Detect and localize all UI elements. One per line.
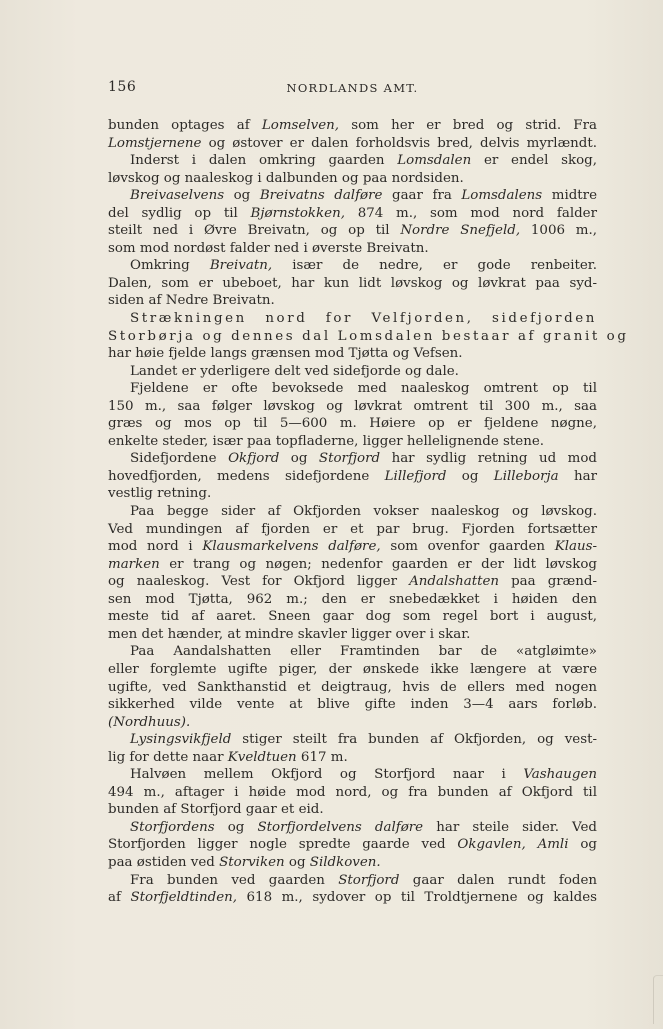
text-line: som mod nordøst falder ned i øverste Breivatn. bbox=[108, 240, 429, 256]
text-line: af Storfjeldtinden, 618 m., sydover op til Troldtjernene og kaldes bbox=[108, 890, 597, 906]
text-line: hovedfjorden, medens sidefjordene Lillefjord og Lilleborja har bbox=[108, 468, 597, 484]
italic-term: Kveldtuen bbox=[227, 749, 297, 765]
text-line: Breivaselvens og Breivatns dalføre gaar fra Lomsdalens midtre bbox=[130, 188, 598, 204]
italic-term: Lomstjernene bbox=[108, 135, 202, 151]
italic-term: Klaus- bbox=[554, 539, 598, 555]
italic-term: (Nordhuus). bbox=[108, 714, 191, 730]
italic-term: Sildkoven. bbox=[309, 854, 381, 870]
text-line: enkelte steder, især paa topfladerne, ligger hellelignende stene. bbox=[108, 433, 545, 449]
text-line: mod nord i Klausmarkelvens dalføre, som ovenfor gaarden Klaus- bbox=[108, 539, 598, 555]
text-line: Lysingsvikfjeld stiger steilt fra bunden af Okfjorden, og vest- bbox=[130, 732, 597, 748]
italic-term: Lomsdalens bbox=[461, 188, 543, 204]
italic-term: Nordre Snefjeld, bbox=[400, 223, 521, 239]
text-line: Dalen, som er ubeboet, har kun lidt løvskog og løvkrat paa syd- bbox=[108, 275, 597, 291]
text-line: Ved mundingen af fjorden er et par brug. Fjorden fortsætter bbox=[108, 521, 597, 537]
text-line: men det hænder, at mindre skavler ligger over i skar. bbox=[108, 626, 471, 642]
text-line: 494 m., aftager i høide mod nord, og fra bunden af Okfjord til bbox=[108, 784, 597, 800]
page-number: 156 bbox=[108, 79, 137, 95]
italic-term: Lomsdalen bbox=[397, 153, 472, 169]
text-line: sen mod Tjøtta, 962 m.; den er snebedækket i høiden den bbox=[108, 591, 597, 607]
text-line: Paa Aandalshatten eller Framtinden bar de «atgløimte» bbox=[130, 644, 597, 660]
italic-term: Breivaselvens bbox=[130, 188, 225, 204]
italic-term: Andalshatten bbox=[409, 574, 500, 590]
text-line: Storbørja og dennes dal Lomsdalen bestaar af granit og bbox=[108, 328, 629, 344]
text-line: 150 m., saa følger løvskog og løvkrat omtrent til 300 m., saa bbox=[108, 398, 597, 414]
text-line: og naaleskog. Vest for Okfjord ligger Andalshatten paa grænd- bbox=[108, 574, 597, 590]
italic-term: Vashaugen bbox=[523, 767, 597, 783]
text-line: ugifte, ved Sankthanstid et deigtraug, hvis de ellers med nogen bbox=[108, 679, 597, 695]
text-line: lig for dette naar Kveldtuen 617 m. bbox=[108, 749, 348, 765]
italic-term: Storviken bbox=[219, 854, 285, 870]
text-line: Storfjordens og Storfjordelvens dalføre har steile sider. Ved bbox=[130, 819, 597, 835]
italic-term: marken bbox=[108, 556, 160, 572]
text-line: paa østiden ved Storviken og Sildkoven. bbox=[108, 854, 381, 870]
text-line: Sidefjordene Okfjord og Storfjord har sydlig retning ud mod bbox=[130, 451, 598, 467]
text-line: steilt ned i Øvre Breivatn, og op til Nordre Snefjeld, 1006 m., bbox=[108, 223, 598, 239]
text-line: siden af Nedre Breivatn. bbox=[108, 293, 275, 309]
italic-term: Breivatns dalføre bbox=[259, 188, 383, 204]
text-line: Fra bunden ved gaarden Storfjord gaar dalen rundt foden bbox=[130, 872, 597, 888]
text-line: Lomstjernene og østover er dalen forholdsvis bred, delvis myrlændt. bbox=[108, 135, 597, 151]
text-line: Inderst i dalen omkring gaarden Lomsdalen er endel skog, bbox=[130, 153, 597, 169]
text-line: sikkerhed vilde vente at blive gifte inden 3—4 aars forløb. bbox=[108, 697, 597, 713]
text-line: meste tid af aaret. Sneen gaar dog som regel bort i august, bbox=[108, 609, 597, 625]
body-text bbox=[108, 117, 629, 907]
italic-term: Lilleborja bbox=[493, 468, 559, 484]
text-line: løvskog og naaleskog i dalbunden og paa nordsiden. bbox=[108, 170, 464, 186]
text-line: bunden af Storfjord gaar et eid. bbox=[108, 802, 324, 818]
italic-term: Bjørnstokken, bbox=[250, 205, 345, 221]
italic-term: Okfjord bbox=[228, 451, 280, 467]
italic-term: Lysingsvikfjeld bbox=[130, 732, 232, 748]
text-line: Storfjorden ligger nogle spredte gaarde ved Okgavlen, Amli og bbox=[108, 837, 597, 853]
text-line: marken er trang og nøgen; nedenfor gaarden er der lidt løvskog bbox=[108, 556, 597, 572]
running-title: NORDLANDS AMT. bbox=[286, 81, 419, 95]
italic-term: Storfjordens bbox=[130, 819, 215, 835]
italic-term: Klausmarkelvens dalføre, bbox=[202, 539, 381, 555]
italic-term: Lillefjord bbox=[384, 468, 447, 484]
text-line: græs og mos op til 5—600 m. Høiere op er fjeldene nøgne, bbox=[108, 416, 597, 432]
text-line: bunden optages af Lomselven, som her er bred og strid. Fra bbox=[108, 118, 597, 133]
text-line: har høie fjelde langs grænsen mod Tjøtta og Vefsen. bbox=[108, 346, 463, 362]
page-header bbox=[108, 79, 597, 99]
text-line: Strækningen nord for Velfjorden, sidefjorden bbox=[130, 311, 597, 327]
text-line: vestlig retning. bbox=[108, 486, 212, 502]
text-line: Omkring Breivatn, især de nedre, er gode renbeiter. bbox=[130, 258, 597, 274]
italic-term: Okgavlen, Amli bbox=[457, 837, 569, 853]
text-line: Paa begge sider af Okfjorden vokser naaleskog og løvskog. bbox=[130, 504, 597, 520]
text-line: Landet er yderligere delt ved sidefjorde og dale. bbox=[130, 363, 459, 379]
text-line: eller forglemte ugifte piger, der ønskede ikke længere at være bbox=[108, 661, 597, 677]
italic-term: Breivatn, bbox=[209, 258, 273, 274]
italic-term: Storfjordelvens dalføre bbox=[257, 819, 424, 835]
italic-term: Lomselven, bbox=[261, 118, 340, 133]
text-line: Halvøen mellem Okfjord og Storfjord naar i Vashaugen bbox=[130, 767, 597, 783]
page-edge-mark bbox=[653, 975, 663, 1024]
text-line bbox=[108, 714, 597, 732]
text-line: Fjeldene er ofte bevoksede med naaleskog omtrent op til bbox=[130, 381, 597, 397]
italic-term: Storfjord bbox=[338, 872, 400, 888]
italic-term: Storfjord bbox=[318, 451, 381, 467]
text-line: del sydlig op til Bjørnstokken, 874 m., som mod nord falder bbox=[108, 205, 597, 221]
italic-term: Storfjeldtinden, bbox=[130, 890, 238, 906]
